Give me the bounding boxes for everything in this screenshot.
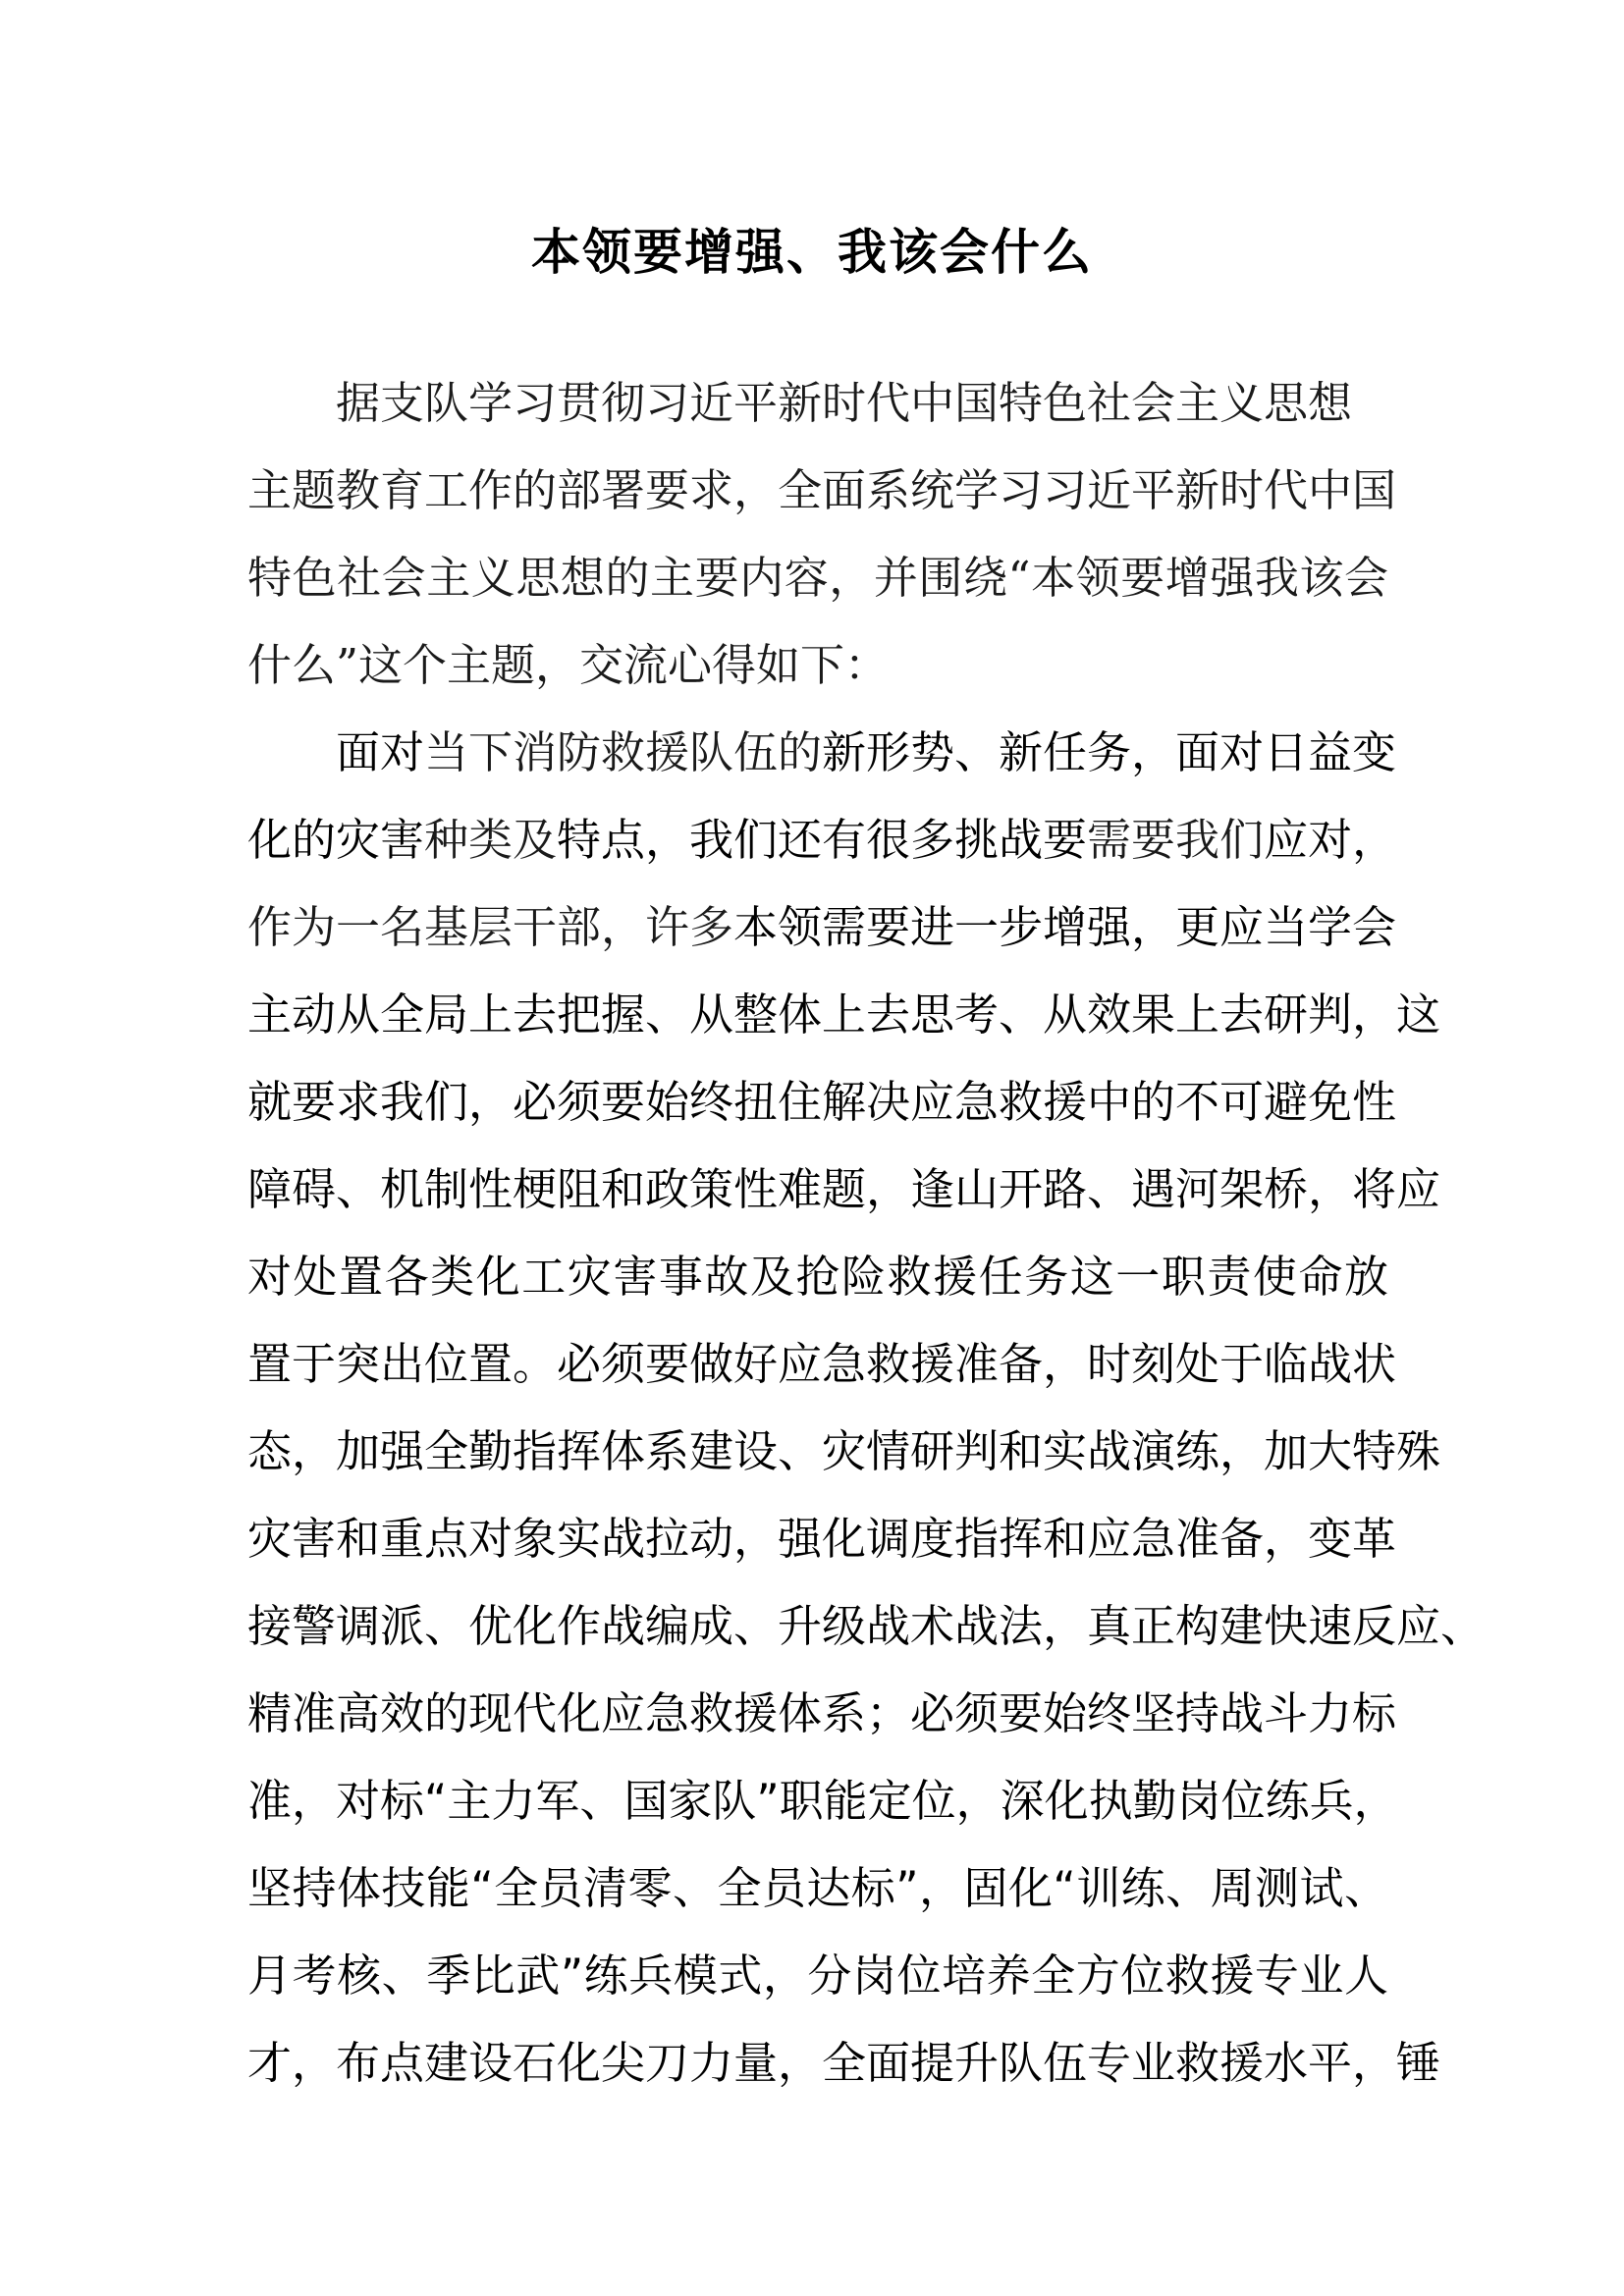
- text-run: 需要我们: [1087, 814, 1265, 866]
- text-run: 对处置各类化工灾害事故及抢险救援任务这一职责使命放: [247, 1251, 1388, 1303]
- text-line: [247, 1320, 1397, 1408]
- text-line: [247, 447, 1397, 534]
- text-run: 特点，我们还有很多挑战要: [557, 814, 1088, 866]
- text-run: 化的灾害: [247, 814, 425, 866]
- text-line: [247, 1495, 1397, 1582]
- text-line: [247, 621, 1388, 709]
- text-line: [247, 883, 1397, 971]
- text-line: [247, 1932, 1388, 2019]
- paragraph-2: [247, 709, 1486, 2107]
- text-line: [247, 359, 1388, 447]
- text-line: [247, 534, 1388, 621]
- text-run: 才，布点建设石化尖刀力量，全面提升队伍专业救援水平，锤: [247, 2037, 1441, 2089]
- text-run: 置于突出位置。必须要做好应急救援准备，时刻处于临战状: [247, 1338, 1397, 1390]
- text-line: [247, 1058, 1397, 1146]
- text-line: [247, 971, 1441, 1058]
- text-run: 月考核、季比武”练兵模式，分岗位培养全方位救援专业人: [247, 1949, 1388, 2002]
- text-run: 面对: [336, 726, 425, 778]
- text-line: [247, 709, 1397, 796]
- text-line: [247, 1408, 1441, 1495]
- text-run: 主题教育工作的部署要求，全面系统学习习近平新时代中国: [247, 464, 1397, 516]
- text-line: [247, 1670, 1397, 1757]
- text-line: [247, 2019, 1441, 2107]
- text-run: 应对，: [1264, 814, 1397, 866]
- text-run: 精准高效的现代化应急救援体系；必须要始终坚持战斗力标: [247, 1687, 1397, 1739]
- text-run: 准，对标“主力军、国家队”职能定位，深化执勤岗位练兵，: [247, 1775, 1398, 1827]
- text-line: [247, 1146, 1441, 1233]
- text-run: 障碍、机制性梗阻和政策性难题，逢山开路、遇河架桥，将应: [247, 1163, 1441, 1215]
- text-run: 种类及: [424, 814, 558, 866]
- text-run: 接警调派、优化作战编成、升级战术战法，真正构建快速反应、: [247, 1600, 1486, 1652]
- text-run: 什么”这个主题，交流心得如下：: [247, 639, 890, 691]
- text-run: 本领需要进一步增强，更应当学会: [733, 901, 1397, 953]
- text-run: 新形势、新任务，面对日益变: [822, 726, 1397, 778]
- document-body: [247, 359, 1486, 2107]
- text-run: 主动从全局上去把握、从整体上去思考、从效果上去研判，这: [247, 988, 1441, 1041]
- text-run: 作为一名基层干部，许多: [247, 901, 734, 953]
- text-line: [247, 1233, 1388, 1320]
- text-run: 态，加强全勤指挥体系建设、灾情研判和实战演练，加大特殊: [247, 1425, 1441, 1477]
- text-line: [247, 796, 1397, 883]
- text-run: 据支队学习贯彻习近平新时代中国特色社会主义思想: [336, 377, 1353, 429]
- text-run: 特色社会主义思想的主要内容，并围绕“本领要增强我该会: [247, 552, 1388, 604]
- text-run: 就要求我们，必须要始终扭住解决应急救援中的不可避免性: [247, 1076, 1397, 1128]
- text-line: [247, 1757, 1398, 1844]
- text-run: 灾害和重点对象实战拉动，强化调度指挥和应急准备，变革: [247, 1513, 1397, 1565]
- text-line: [247, 1844, 1388, 1932]
- text-run: 坚持体技能“全员清零、全员达标”，固化“训练、周测试、: [247, 1862, 1388, 1914]
- text-run: 当下消防救援队伍的: [424, 726, 823, 778]
- document-title: 本领要增强、我该会什么: [531, 224, 1093, 281]
- text-line: [247, 1582, 1486, 1670]
- paragraph-1: [247, 359, 1397, 709]
